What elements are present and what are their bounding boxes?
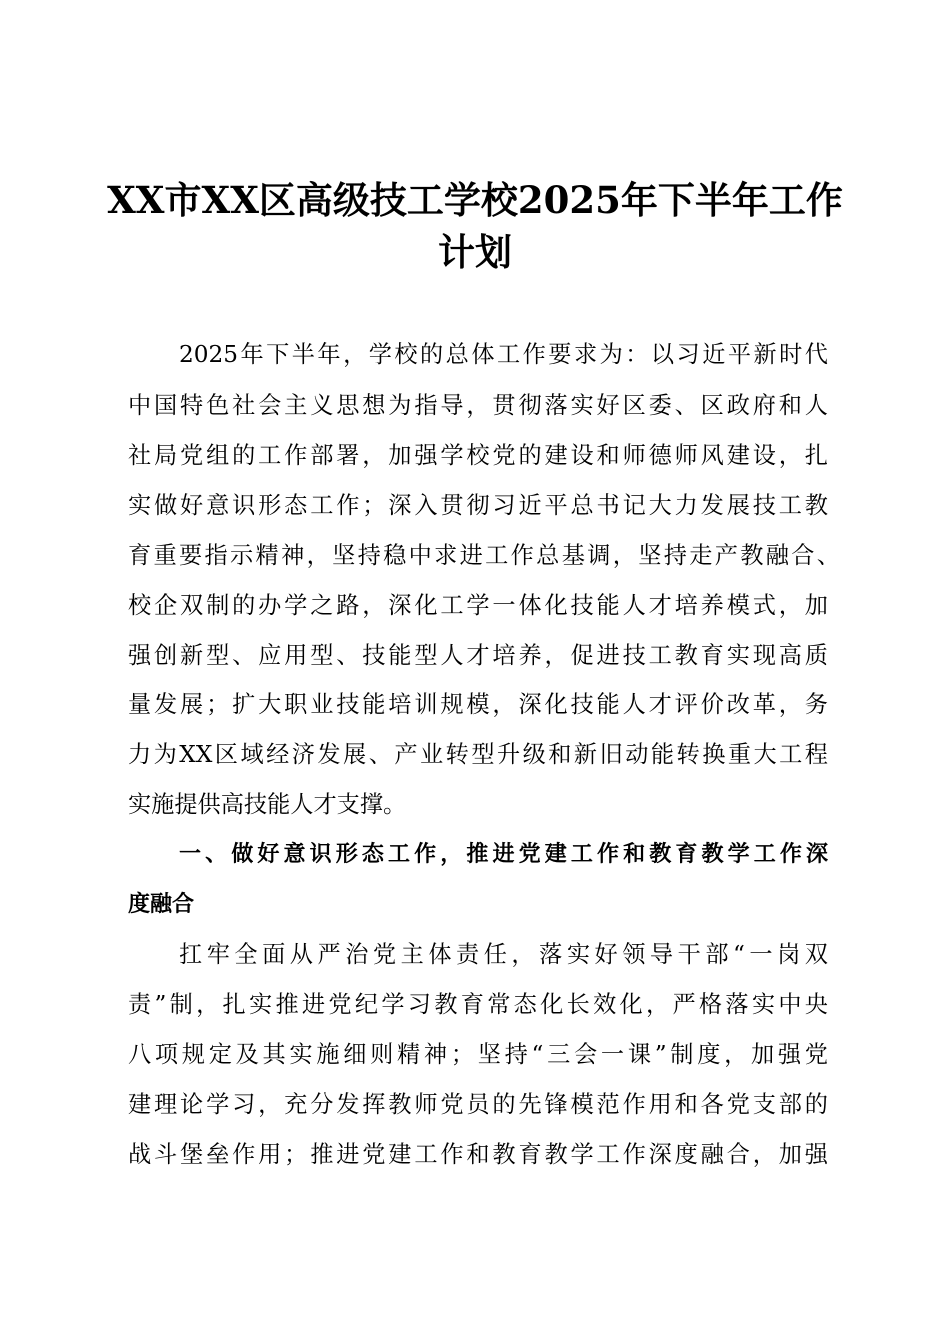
document-title-line-1: XX市XX区高级技工学校2025年下半年工作 bbox=[107, 178, 843, 222]
paragraph-1-line: 强创新型、应用型、技能型人才培养，促进技工教育实现高质 bbox=[128, 642, 828, 669]
paragraph-2-line: 扛牢全面从严治党主体责任，落实好领导干部“一岗双 bbox=[179, 941, 828, 968]
section-heading-line: 一、做好意识形态工作，推进党建工作和教育教学工作深 bbox=[179, 842, 828, 867]
paragraph-1-line: 社局党组的工作部署，加强学校党的建设和师德师风建设，扎 bbox=[128, 442, 828, 469]
section-heading-line: 度融合 bbox=[128, 892, 195, 917]
paragraph-2-line: 责”制，扎实推进党纪学习教育常态化长效化，严格落实中央 bbox=[128, 991, 828, 1018]
paragraph-1-line: 校企双制的办学之路，深化工学一体化技能人才培养模式，加 bbox=[128, 592, 828, 619]
paragraph-1-line: 育重要指示精神，坚持稳中求进工作总基调，坚持走产教融合、 bbox=[128, 542, 840, 569]
paragraph-2-line: 战斗堡垒作用；推进党建工作和教育教学工作深度融合，加强 bbox=[128, 1141, 828, 1168]
paragraph-1-line: 实施提供高技能人才支撑。 bbox=[128, 791, 407, 818]
paragraph-1-line: 量发展；扩大职业技能培训规模，深化技能人才评价改革，务 bbox=[128, 691, 828, 718]
paragraph-2-line: 建理论学习，充分发挥教师党员的先锋模范作用和各党支部的 bbox=[128, 1091, 828, 1118]
paragraph-1-line: 中国特色社会主义思想为指导，贯彻落实好区委、区政府和人 bbox=[128, 392, 828, 419]
paragraph-1-line: 实做好意识形态工作；深入贯彻习近平总书记大力发展技工教 bbox=[128, 492, 828, 519]
paragraph-2-line: 八项规定及其实施细则精神；坚持“三会一课”制度，加强党 bbox=[128, 1041, 828, 1068]
paragraph-1-line: 2025年下半年，学校的总体工作要求为：以习近平新时代 bbox=[179, 341, 828, 368]
document-title-line-2: 计划 bbox=[438, 230, 512, 274]
paragraph-1-line: 力为XX区域经济发展、产业转型升级和新旧动能转换重大工程 bbox=[128, 741, 828, 768]
